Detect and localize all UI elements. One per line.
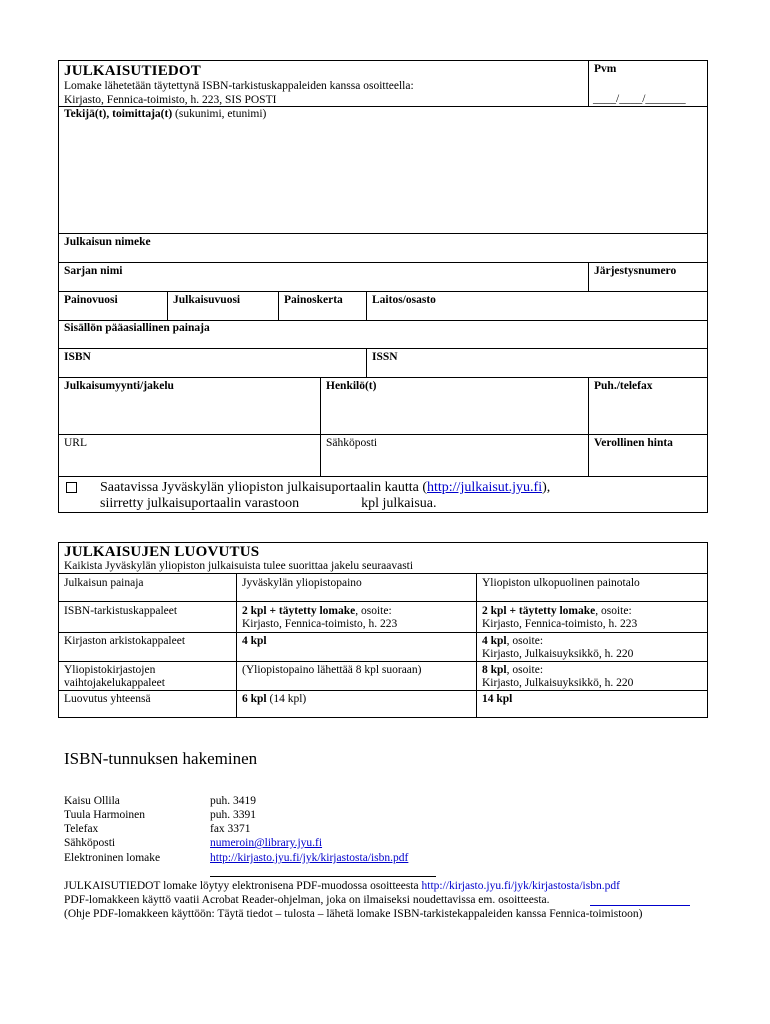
- row2-c3-rest: , osoite:: [506, 635, 544, 647]
- luovutus-subtitle: Kaikista Jyväskylän yliopiston julkaisuista tulee suorittaa jakelu seuraavasti: [64, 560, 414, 572]
- intro-address: Kirjasto, Fennica-toimisto, h. 223, SIS POSTI: [64, 94, 277, 106]
- siirretty-text: [100, 496, 437, 512]
- siirretty-pre: siirretty julkaisuportaalin varastoon: [100, 496, 300, 511]
- contact-label: Telefax: [64, 823, 99, 835]
- row2-ulkopuolinen: [482, 635, 633, 661]
- pvm-date-field[interactable]: ____/____/_______: [593, 93, 686, 105]
- siirretty-post: kpl julkaisua.: [361, 496, 437, 511]
- row3-yliopistopaino: (Yliopistopaino lähettää 8 kpl suoraan): [242, 664, 422, 676]
- author-field[interactable]: [64, 108, 266, 121]
- row3-c3-bold: 8 kpl: [482, 664, 507, 676]
- header-yliopistopaino: Jyväskylän yliopistopaino: [242, 577, 362, 589]
- saatavissa-checkbox[interactable]: [66, 482, 77, 493]
- row1-c3-bold: 2 kpl + täytetty lomake: [482, 605, 596, 617]
- header-painaja: Julkaisun painaja: [64, 577, 144, 589]
- julkaisuvuosi-label[interactable]: Julkaisuvuosi: [173, 294, 241, 306]
- row1-c2-bold: 2 kpl + täytetty lomake: [242, 605, 356, 617]
- contact-label: Elektroninen lomake: [64, 852, 161, 864]
- row1-label: ISBN-tarkistuskappaleet: [64, 605, 178, 617]
- row2-c3-bold: 4 kpl: [482, 635, 507, 647]
- row1-yliopistopaino: [242, 605, 397, 631]
- row4-label: Luovutus yhteensä: [64, 693, 151, 705]
- contact-value: puh. 3391: [210, 809, 256, 821]
- row4-ulkopuolinen: 14 kpl: [482, 693, 513, 705]
- separator-line: [210, 876, 436, 877]
- sarjan-nimi-label[interactable]: Sarjan nimi: [64, 265, 123, 277]
- julkaisumyynti-label[interactable]: Julkaisumyynti/jakelu: [64, 380, 174, 392]
- row3-ulkopuolinen: [482, 664, 633, 690]
- issn-label[interactable]: ISSN: [372, 351, 398, 363]
- footer-underline: [590, 905, 690, 906]
- author-label: Tekijä(t), toimittaja(t): [64, 108, 173, 120]
- sahkoposti-label[interactable]: Sähköposti: [326, 437, 378, 449]
- laitos-label[interactable]: Laitos/osasto: [372, 294, 436, 306]
- footer-line1: [64, 880, 620, 893]
- row1-ulkopuolinen: [482, 605, 637, 631]
- row3-c3-rest: , osoite:: [506, 664, 544, 676]
- row1-c3-address: Kirjasto, Fennica-toimisto, h. 223: [482, 618, 638, 630]
- row4-c2-bold: 6 kpl: [242, 693, 267, 705]
- row2-yliopistopaino: 4 kpl: [242, 635, 267, 647]
- row3-label-line2: vaihtojakelukappaleet: [64, 677, 165, 689]
- row2-label: Kirjaston arkistokappaleet: [64, 635, 186, 647]
- form-title: JULKAISUTIEDOT: [64, 63, 202, 79]
- email-link[interactable]: numeroin@library.jyu.fi: [210, 837, 323, 849]
- footer-line3: (Ohje PDF-lomakkeen käyttöön: Täytä tiedot – tulosta – lähetä lomake ISBN-tarkistekappaleiden kanssa Fennica-toimistoon): [64, 908, 643, 920]
- row4-yliopistopaino: [242, 693, 306, 706]
- contact-label: Kaisu Ollila: [64, 795, 120, 807]
- saatavissa-pre: Saatavissa Jyväskylän yliopiston julkaisuportaalin kautta (: [100, 480, 427, 495]
- henkilo-label[interactable]: Henkilö(t): [326, 380, 377, 392]
- isbn-label[interactable]: ISBN: [64, 351, 91, 363]
- isbn-pdf-link[interactable]: http://kirjasto.jyu.fi/jyk/kirjastosta/isbn.pdf: [210, 852, 409, 864]
- row1-c3-rest: , osoite:: [595, 605, 632, 617]
- row3-label-line1: Yliopistokirjastojen: [64, 664, 156, 676]
- luovutus-title: JULKAISUJEN LUOVUTUS: [64, 544, 260, 560]
- isbn-heading: ISBN-tunnuksen hakeminen: [64, 749, 258, 768]
- julkaisut-link[interactable]: http://julkaisut.jyu.fi: [427, 480, 543, 495]
- painoskerta-label[interactable]: Painoskerta: [284, 294, 343, 306]
- pvm-label: Pvm: [594, 63, 617, 75]
- saatavissa-text: [100, 480, 550, 496]
- url-label[interactable]: URL: [64, 437, 87, 449]
- row3-c3-address: Kirjasto, Julkaisuyksikkö, h. 220: [482, 677, 634, 689]
- verollinen-hinta-label[interactable]: Verollinen hinta: [594, 437, 673, 449]
- intro-text: Lomake lähetetään täytettynä ISBN-tarkistuskappaleiden kanssa osoitteella:: [64, 80, 414, 92]
- julkaisun-nimeke-label[interactable]: Julkaisun nimeke: [64, 236, 151, 248]
- footer-line1-text: JULKAISUTIEDOT lomake löytyy elektronisena PDF-muodossa osoitteesta: [64, 880, 422, 892]
- footer-pdf-link[interactable]: http://kirjasto.jyu.fi/jyk/kirjastosta/isbn.pdf: [421, 880, 620, 892]
- contact-label: Sähköposti: [64, 837, 116, 849]
- sisallon-painaja-label[interactable]: Sisällön pääasiallinen painaja: [64, 322, 210, 334]
- row2-c3-address: Kirjasto, Julkaisuyksikkö, h. 220: [482, 648, 634, 660]
- header-ulkopuolinen: Yliopiston ulkopuolinen painotalo: [482, 577, 640, 589]
- row3-label: [64, 664, 165, 690]
- saatavissa-post: ),: [542, 480, 551, 495]
- contact-value: fax 3371: [210, 823, 251, 835]
- row1-c2-rest: , osoite:: [355, 605, 392, 617]
- jarjestysnumero-label[interactable]: Järjestysnumero: [594, 265, 677, 277]
- puh-telefax-label[interactable]: Puh./telefax: [594, 380, 653, 392]
- row1-c2-address: Kirjasto, Fennica-toimisto, h. 223: [242, 618, 398, 630]
- contact-label: Tuula Harmoinen: [64, 809, 146, 821]
- row4-c2-rest: (14 kpl): [266, 693, 307, 705]
- footer-line2: PDF-lomakkeen käyttö vaatii Acrobat Reader-ohjelman, joka on ilmaiseksi noudettavissa em. osoitteesta.: [64, 894, 550, 906]
- author-hint: (sukunimi, etunimi): [172, 108, 267, 120]
- painovuosi-label[interactable]: Painovuosi: [64, 294, 118, 306]
- contact-value: puh. 3419: [210, 795, 256, 807]
